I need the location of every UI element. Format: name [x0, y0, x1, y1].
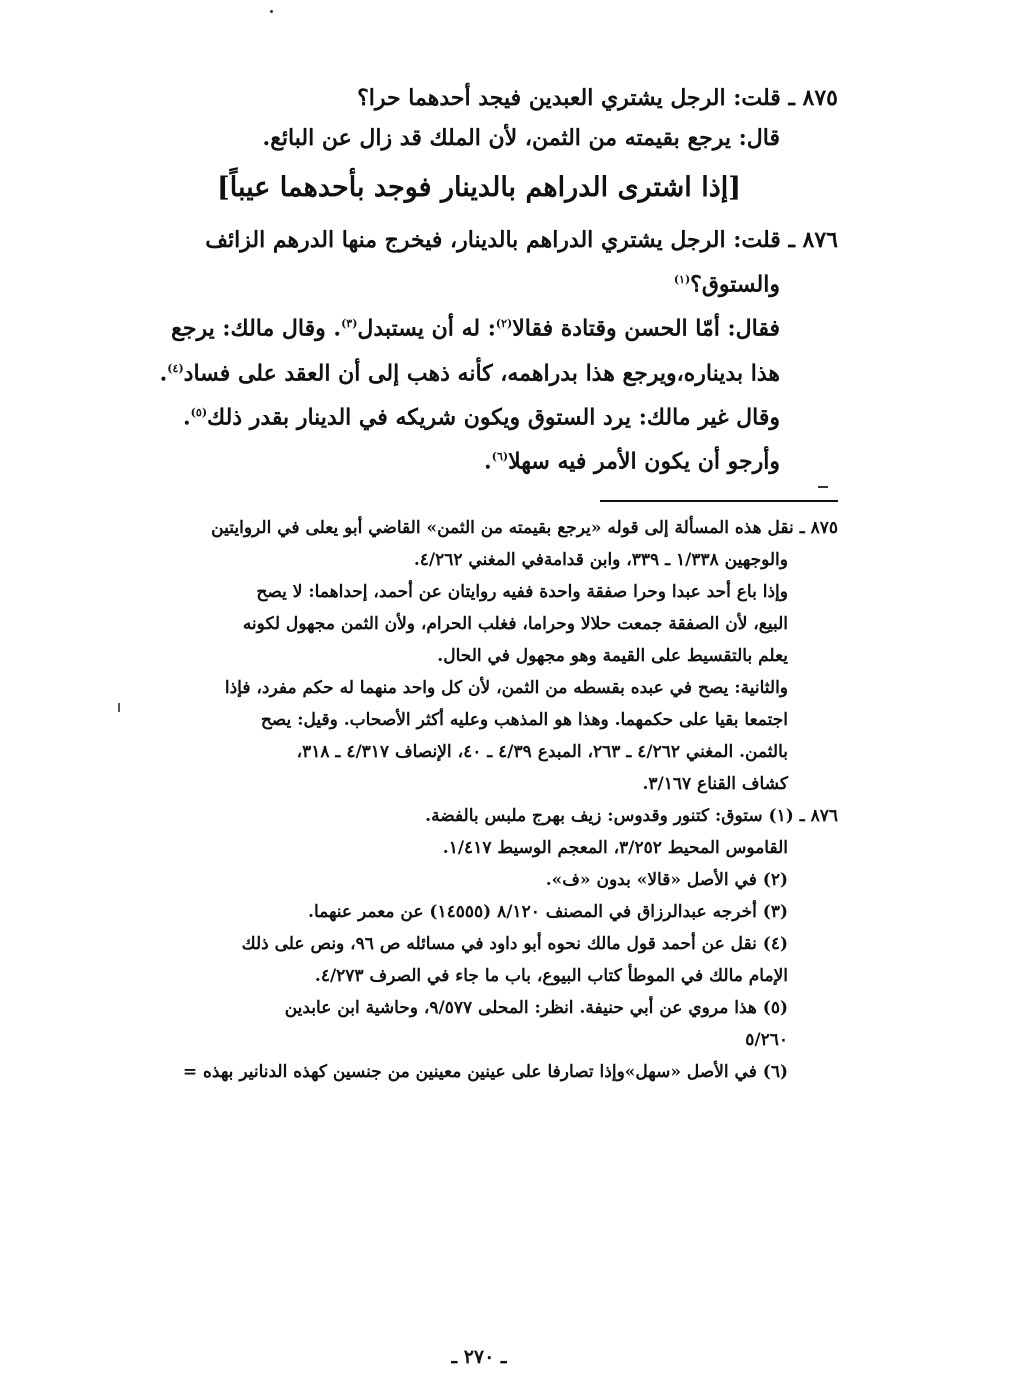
footnote-876-line: (٢) في الأصل «قالا» بدون «ف». — [545, 869, 788, 890]
scan-speck — [270, 10, 273, 13]
entry-text: . وقال مالك: يرجع — [171, 315, 342, 342]
footnote-876-line — [120, 800, 838, 832]
footnote-875-line: اجتمعا بقيا على حكمهما. وهذا هو المذهب وعليه أكثر الأصحاب. وقيل: يصح — [260, 709, 788, 730]
entry-number: ٨٧٥ ـ — [788, 85, 838, 111]
entry-text: والستوق؟ — [690, 271, 780, 298]
footnote-875-line: وإذا باع أحد عبدا وحرا صفقة واحدة ففيه روايتان عن أحمد، إحداهما: لا يصح — [256, 581, 788, 602]
entry-876-line-3: وقال غير مالك: يرد الستوق ويكون شريكه في الدينار بقدر ذلك$^{(٥)}$. — [183, 404, 780, 431]
footnote-876-line: (٤) نقل عن أحمد قول مالك نحوه أبو داود في مسائله ص ٩٦، ونص على ذلك — [241, 933, 788, 954]
entry-text: قال: يرجع بقيمته من الثمن، لأن الملك قد زال عن البائع. — [262, 125, 780, 151]
entry-text: قلت: الرجل يشتري الدراهم بالدينار، فيخرج منها الدرهم الزائف — [205, 227, 781, 253]
footnote-876-line: الإمام مالك في الموطأ كتاب البيوع، باب ما جاء في الصرف ٤/٢٧٣. — [314, 965, 788, 986]
footnote-875-line: البيع، لأن الصفقة جمعت حلالا وحراما، فغلب الحرام، ولأن الثمن مجهول لكونه — [242, 613, 788, 634]
footnote-876-line: (٥) هذا مروي عن أبي حنيفة. انظر: المحلى ٩/٥٧٧، وحاشية ابن عابدين — [284, 997, 788, 1018]
entry-text: وأرجو أن يكون الأمر فيه سهلا — [508, 448, 780, 475]
entry-876-question — [120, 220, 838, 260]
footnote-number: ٨٧٦ ـ — [799, 805, 838, 826]
entry-876-line-2: هذا بديناره،ويرجع هذا بدراهمه، كأنه ذهب إلى أن العقد على فساد$^{(٤)}$. — [159, 359, 780, 386]
entry-876-line-1 — [120, 304, 838, 348]
footnote-875-line — [120, 512, 838, 544]
entry-876-line-4: وأرجو أن يكون الأمر فيه سهلا$^{(٦)}$. — [484, 448, 780, 475]
footnote-text: (١) ستوق: كتنور وقدوس: زيف بهرج ملبس بالفضة. — [425, 805, 794, 826]
footnote-divider — [600, 500, 838, 502]
entry-text: فقال: أمّا الحسن وقتادة فقالا — [512, 315, 780, 342]
section-heading: [إذا اشترى الدراهم بالدينار فوجد بأحدهما عيباً] — [216, 172, 742, 203]
footnote-875-line: والثانية: يصح في عبده بقسطه من الثمن، لأن كل واحد منهما له حكم مفرد، فإذا — [224, 677, 788, 698]
footnote-ref: (٤) — [167, 361, 184, 375]
footnote-ref: (٥) — [190, 405, 208, 419]
footnote-875-line: يعلم بالتقسيط على القيمة وهو مجهول في الحال. — [437, 645, 788, 666]
entry-text: هذا بديناره،ويرجع هذا بدراهمه، كأنه ذهب إلى أن العقد على فساد — [183, 359, 780, 386]
footnote-875-line: بالثمن. المغني ٤/٢٦٢ ـ ٢٦٣، المبدع ٤/٣٩ ـ ٤٠، الإنصاف ٤/٣١٧ ـ ٣١٨، — [296, 741, 788, 762]
footnote-876-line: ٥/٢٦٠ — [745, 1029, 788, 1050]
footnote-876-line: القاموس المحيط ٣/٢٥٢، المعجم الوسيط ١/٤١٧. — [442, 837, 788, 858]
footnote-ref: (٦) — [491, 450, 509, 464]
entry-text: وقال غير مالك: يرد الستوق ويكون شريكه في الدينار بقدر ذلك — [207, 404, 780, 431]
document-page — [120, 78, 838, 1368]
footnote-875-line: والوجهين ١/٣٣٨ ـ ٣٣٩، وابن قدامةفي المغني ٤/٢٦٢. — [413, 549, 788, 570]
entry-875-answer — [120, 118, 838, 158]
entry-text: قلت: الرجل يشتري العبدين فيجد أحدهما حرا؟ — [357, 85, 781, 111]
entry-876-question-cont — [120, 260, 838, 304]
footnote-ref: (٢) — [495, 317, 513, 331]
footnote-number: ٨٧٥ ـ — [799, 517, 838, 538]
footnote-876-line: (٣) أخرجه عبدالرزاق في المصنف ٨/١٢٠ (١٤٥٥٥) عن معمر عنهما. — [308, 901, 788, 922]
entry-875-question — [120, 78, 838, 118]
entry-text: : له أن يستبدل — [357, 315, 496, 342]
footnote-ref: (٣) — [341, 317, 358, 331]
footnote-ref: (١) — [673, 273, 691, 286]
footnote-876-line: (٦) في الأصل «سهل»وإذا تصارفا على عينين معينين من جنسين كهذه الدنانير بهذه = — [182, 1061, 788, 1082]
footnote-875-line: كشاف القناع ٣/١٦٧. — [642, 773, 788, 794]
footnote-text: نقل هذه المسألة إلى قوله «يرجع بقيمته من الثمن» القاضي أبو يعلى في الروايتين — [211, 517, 794, 538]
page-number: ـ ٢٧٠ ـ — [451, 1346, 507, 1368]
entry-number: ٨٧٦ ـ — [788, 227, 838, 253]
